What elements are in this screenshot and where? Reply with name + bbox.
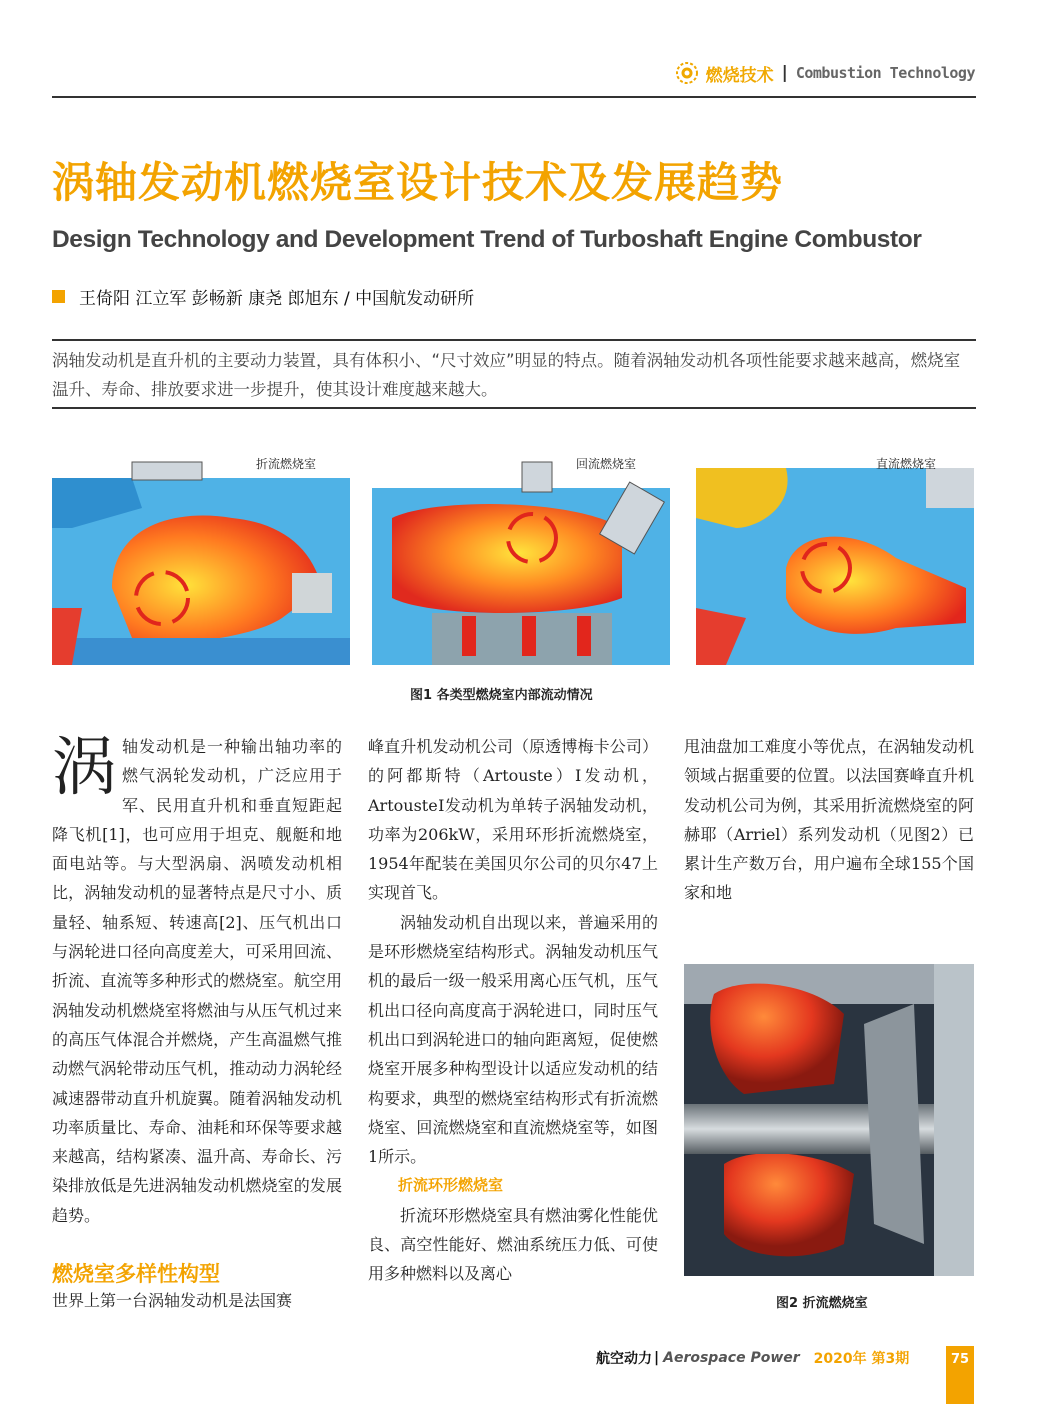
col1-paragraph-2: 世界上第一台涡轴发动机是法国赛 xyxy=(52,1291,293,1310)
body-column-1 xyxy=(52,732,342,1230)
col2-paragraph-2: 涡轴发动机自出现以来，普遍采用的是环形燃烧室结构形式。涡轴发动机压气机的最后一级一般采用离心压气机，压气机出口径向高度高于涡轮进口，同时压气机出口到涡轮进口的轴向距离短，促使燃烧室开展多种构型设计以适应发动机的结构要求，典型的燃烧室结构形式有折流燃烧室、回流燃烧室和直流燃烧室等，如图1所示。 xyxy=(368,912,658,1167)
header-section-en: Combustion Technology xyxy=(795,64,975,82)
header-separator: | xyxy=(781,63,788,83)
orange-square-icon xyxy=(52,290,65,303)
combustor-diagram-2 xyxy=(372,448,670,665)
footer-separator: | xyxy=(654,1350,660,1366)
abstract-top-rule xyxy=(52,339,976,341)
section-heading-1: 燃烧室多样性构型 xyxy=(52,1262,220,1286)
figure1-panel-straight-flow xyxy=(696,448,974,665)
figure1-label-3: 直流燃烧室 xyxy=(876,457,937,471)
header-section-cn: 燃烧技术 xyxy=(705,65,774,86)
issue-label: 2020年 第3期 xyxy=(813,1351,910,1367)
figure1-panel-reverse-flow xyxy=(372,448,670,665)
col2-paragraph-1: 峰直升机发动机公司（原透博梅卡公司）的阿都斯特（Artouste）Ⅰ发动机，ArtousteⅠ发动机为单转子涡轴发动机，功率为206kW，采用环形折流燃烧室，1954年配装在美国贝尔公司的贝尔47上实现首飞。 xyxy=(368,737,658,903)
figure1-caption: 图1 各类型燃烧室内部流动情况 xyxy=(410,688,593,703)
figure2-caption: 图2 折流燃烧室 xyxy=(776,1296,868,1311)
article-title-cn: 涡轴发动机燃烧室设计技术及发展趋势 xyxy=(52,158,784,207)
figure1-label-1: 折流燃烧室 xyxy=(256,457,317,471)
body-column-2 xyxy=(368,732,658,1289)
body-column-3 xyxy=(684,732,974,908)
figure1-panel-reverse-flow-deflected xyxy=(52,448,350,665)
article-title-en: Design Technology and Development Trend of Turboshaft Engine Combustor xyxy=(52,226,922,253)
col1-paragraph-1: 轴发动机是一种输出轴功率的燃气涡轮发动机，广泛应用于军、民用直升机和垂直短距起降飞机[1]，也可应用于坦克、舰艇和地面电站等。与大型涡扇、涡喷发动机相比，涡轴发动机的显著特点是尺寸小、质量轻、轴系短、转速高[2]、压气机出口与涡轮进口径向高度差大，可采用回流、折流、直流等多种形式的燃烧室。航空用涡轴发动机燃烧室将燃油与从压气机过来的高压气体混合并燃烧，产生高温燃气推动燃气涡轮带动压气机，推动动力涡轮经减速器带动直升机旋翼。随着涡轴发动机功率质量比、寿命、油耗和环保等要求越来越高，结构紧凑、温升高、寿命长、污染排放低是先进涡轴发动机燃烧室的发展趋势。 xyxy=(52,737,342,1225)
combustor-photo xyxy=(684,964,974,1276)
running-header xyxy=(640,60,975,86)
col3-paragraph-1: 甩油盘加工难度小等优点，在涡轴发动机领域占据重要的位置。以法国赛峰直升机发动机公司为例，其采用折流燃烧室的阿赫耶（Arriel）系列发动机（见图2）已累计生产数万台，用户遍布全球155个国家和地 xyxy=(684,737,974,903)
abstract: 涡轴发动机是直升机的主要动力装置，具有体积小、“尺寸效应”明显的特点。随着涡轴发动机各项性能要求越来越高，燃烧室温升、寿命、排放要求进一步提升，使其设计难度越来越大。 xyxy=(52,351,961,399)
section-heading-2: 折流环形燃烧室 xyxy=(398,1176,504,1195)
page-number: 75 xyxy=(946,1346,974,1404)
combustor-diagram-1 xyxy=(52,448,350,665)
authors-line xyxy=(52,284,474,309)
combustor-diagram-3 xyxy=(696,448,974,665)
abstract-bottom-rule xyxy=(52,407,976,409)
combustion-logo-icon xyxy=(676,62,698,84)
col2-paragraph-3: 折流环形燃烧室具有燃油雾化性能优良、高空性能好、燃油系统压力低、可使用多种燃料以及离心 xyxy=(368,1205,658,1284)
running-footer xyxy=(596,1348,909,1368)
figure1-label-2: 回流燃烧室 xyxy=(576,457,637,471)
journal-name-cn: 航空动力 xyxy=(596,1351,652,1367)
dropcap: 涡 xyxy=(52,731,116,805)
authors-text: 王倚阳 江立军 彭畅新 康尧 郎旭东 / 中国航发动研所 xyxy=(79,289,475,309)
figure2-photo-arriel-combustor xyxy=(684,964,974,1276)
journal-name-en: Aerospace Power xyxy=(663,1350,800,1366)
body-column-1-tail xyxy=(52,1286,342,1315)
header-rule xyxy=(52,96,976,98)
